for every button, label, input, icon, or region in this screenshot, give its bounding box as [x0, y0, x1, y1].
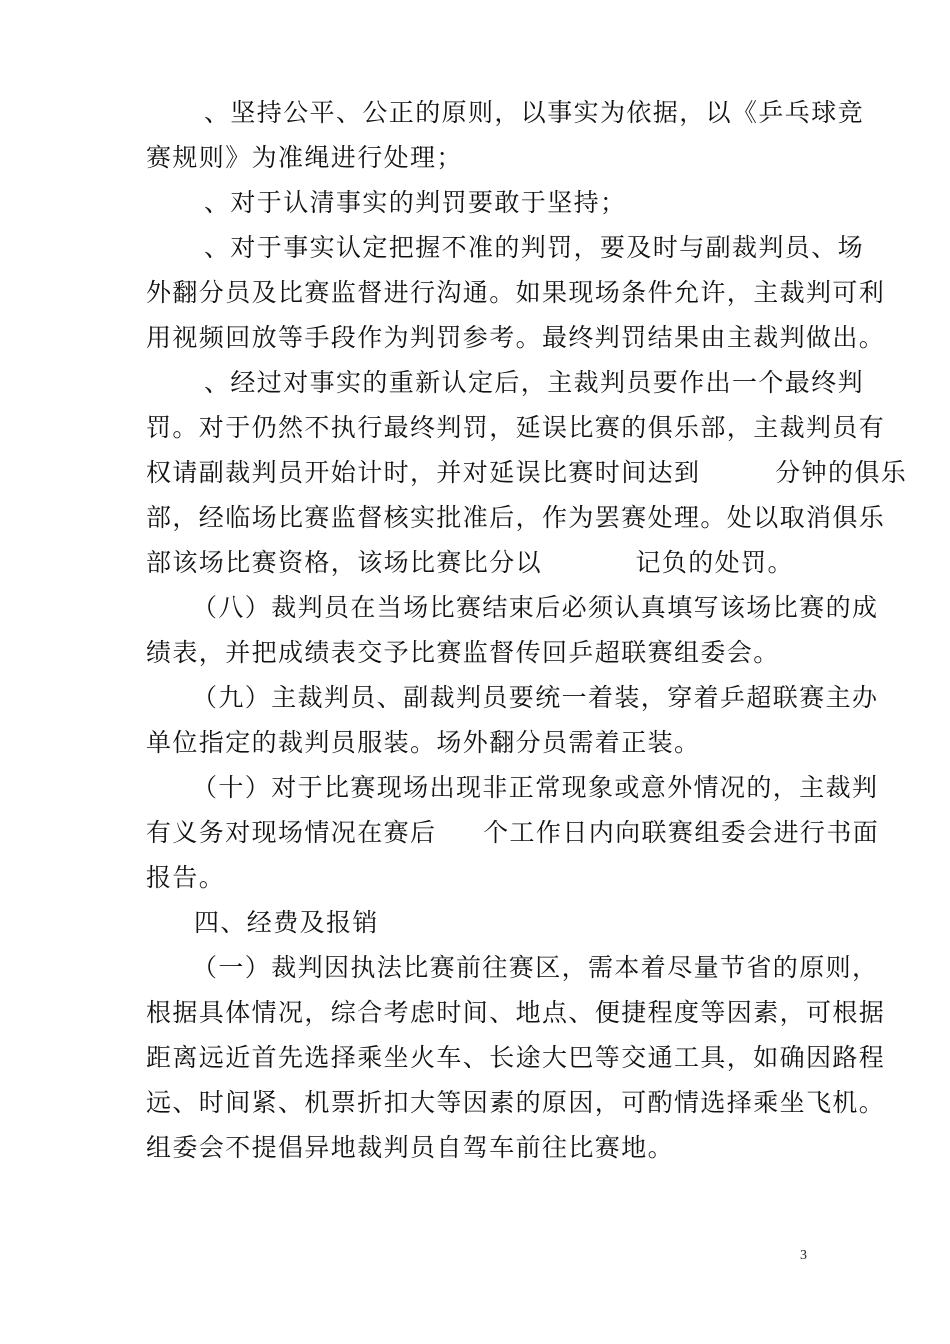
text-line: 报告。: [146, 863, 226, 892]
text-line: 距离远近首先选择乘坐火车、长途大巴等交通工具，如确因路程: [146, 1043, 886, 1072]
text-line: 用视频回放等手段作为判罚参考。最终判罚结果由主裁判做出。: [146, 323, 886, 352]
text-line: 远、时间紧、机票折扣大等因素的原因，可酌情选择乘坐飞机。: [146, 1088, 886, 1117]
text-line: （一）裁判因执法比赛前往赛区，需本着尽量节省的原则，: [192, 953, 879, 982]
text-line: 部该场比赛资格，该场比赛比分以 记负的处罚。: [146, 548, 794, 577]
text-line: 权请副裁判员开始计时，并对延误比赛时间达到 分钟的俱乐: [146, 458, 908, 487]
text-line: （九）主裁判员、副裁判员要统一着装，穿着乒超联赛主办: [192, 683, 879, 712]
text-line: 罚。对于仍然不执行最终判罚，延误比赛的俱乐部，主裁判员有: [146, 413, 886, 442]
section-heading: 四、经费及报销: [194, 908, 379, 937]
text-line: （八）裁判员在当场比赛结束后必须认真填写该场比赛的成: [192, 593, 879, 622]
text-line: 赛规则》为准绳进行处理；: [146, 143, 463, 172]
text-line: （十）对于比赛现场出现非正常现象或意外情况的，主裁判: [192, 773, 879, 802]
text-line: 、经过对事实的重新认定后，主裁判员要作出一个最终判: [204, 368, 865, 397]
page-number: 3: [800, 1248, 807, 1263]
text-line: 、对于事实认定把握不准的判罚，要及时与副裁判员、场: [204, 233, 865, 262]
text-line: 、对于认清事实的判罚要敢于坚持；: [204, 188, 627, 217]
text-line: 根据具体情况，综合考虑时间、地点、便捷程度等因素，可根据: [146, 998, 886, 1027]
text-line: 外翻分员及比赛监督进行沟通。如果现场条件允许，主裁判可利: [146, 278, 886, 307]
text-line: 绩表，并把成绩表交予比赛监督传回乒超联赛组委会。: [146, 638, 780, 667]
text-line: 、坚持公平、公正的原则，以事实为依据，以《乒乓球竞: [204, 98, 865, 127]
text-line: 部，经临场比赛监督核实批准后，作为罢赛处理。处以取消俱乐: [146, 503, 886, 532]
text-line: 单位指定的裁判员服装。场外翻分员需着正装。: [146, 728, 701, 757]
text-line: 组委会不提倡异地裁判员自驾车前往比赛地。: [146, 1133, 675, 1162]
text-line: 有义务对现场情况在赛后 个工作日内向联赛组委会进行书面: [146, 818, 880, 847]
